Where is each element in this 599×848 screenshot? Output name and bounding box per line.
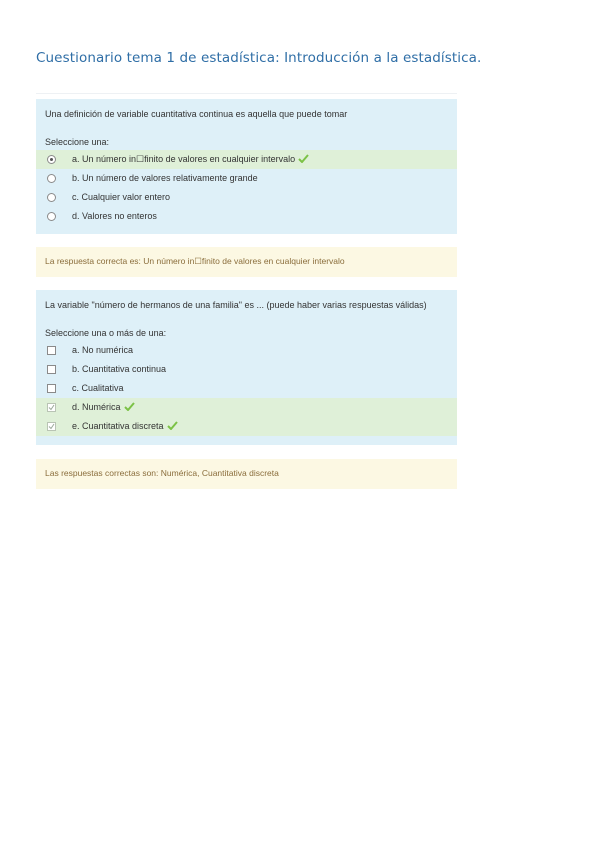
checkbox[interactable] — [47, 346, 56, 355]
radio-button[interactable] — [47, 212, 56, 221]
answer-label: e. Cuantitativa discreta — [72, 421, 164, 431]
answer-label: a. No numérica — [72, 345, 134, 355]
question-prompt: Seleccione una o más de una: — [45, 328, 167, 338]
answer-label: b. Un número de valores relativamente grande — [72, 173, 258, 183]
answer-option-a[interactable] — [36, 341, 457, 360]
checkbox[interactable] — [47, 365, 56, 374]
feedback-box — [36, 247, 457, 277]
page-title: Cuestionario tema 1 de estadística: Introducción a la estadística. — [36, 50, 482, 66]
feedback-box — [36, 459, 457, 489]
radio-button[interactable] — [47, 193, 56, 202]
answer-option-d[interactable] — [36, 398, 457, 417]
answer-option-b[interactable] — [36, 360, 457, 379]
answer-option-c[interactable] — [36, 188, 457, 207]
answer-label: d. Numérica — [72, 402, 121, 412]
answer-option-e[interactable] — [36, 417, 457, 436]
checkbox-tick-icon — [48, 404, 55, 411]
answer-label: a. Un número in☐finito de valores en cualquier intervalo — [72, 154, 296, 164]
checkbox[interactable] — [47, 384, 56, 393]
check-icon — [167, 421, 178, 430]
question-prompt: Seleccione una: — [45, 137, 110, 147]
answer-option-c[interactable] — [36, 379, 457, 398]
answer-option-d[interactable] — [36, 207, 457, 226]
answer-label: d. Valores no enteros — [72, 211, 157, 221]
checkbox[interactable] — [47, 422, 56, 431]
answer-option-a[interactable] — [36, 150, 457, 169]
question-text: Una definición de variable cuantitativa continua es aquella que puede tomar — [45, 109, 348, 119]
check-icon — [124, 402, 135, 411]
question-text: La variable "número de hermanos de una familia" es ... (puede haber varias respuestas válidas) — [45, 300, 427, 310]
answer-label: c. Cualquier valor entero — [72, 192, 171, 202]
answer-option-b[interactable] — [36, 169, 457, 188]
checkbox[interactable] — [47, 403, 56, 412]
correct-answer-feedback: La respuesta correcta es: Un número in☐finito de valores en cualquier intervalo — [45, 256, 345, 266]
radio-button[interactable] — [47, 174, 56, 183]
answer-label: b. Cuantitativa continua — [72, 364, 167, 374]
question-2 — [36, 290, 457, 445]
radio-button[interactable] — [47, 155, 56, 164]
check-icon — [298, 154, 309, 163]
question-1 — [36, 99, 457, 234]
checkbox-tick-icon — [48, 423, 55, 430]
answer-label: c. Cualitativa — [72, 383, 124, 393]
correct-answer-feedback: Las respuestas correctas son: Numérica, Cuantitativa discreta — [45, 468, 279, 478]
title-divider — [36, 93, 457, 94]
